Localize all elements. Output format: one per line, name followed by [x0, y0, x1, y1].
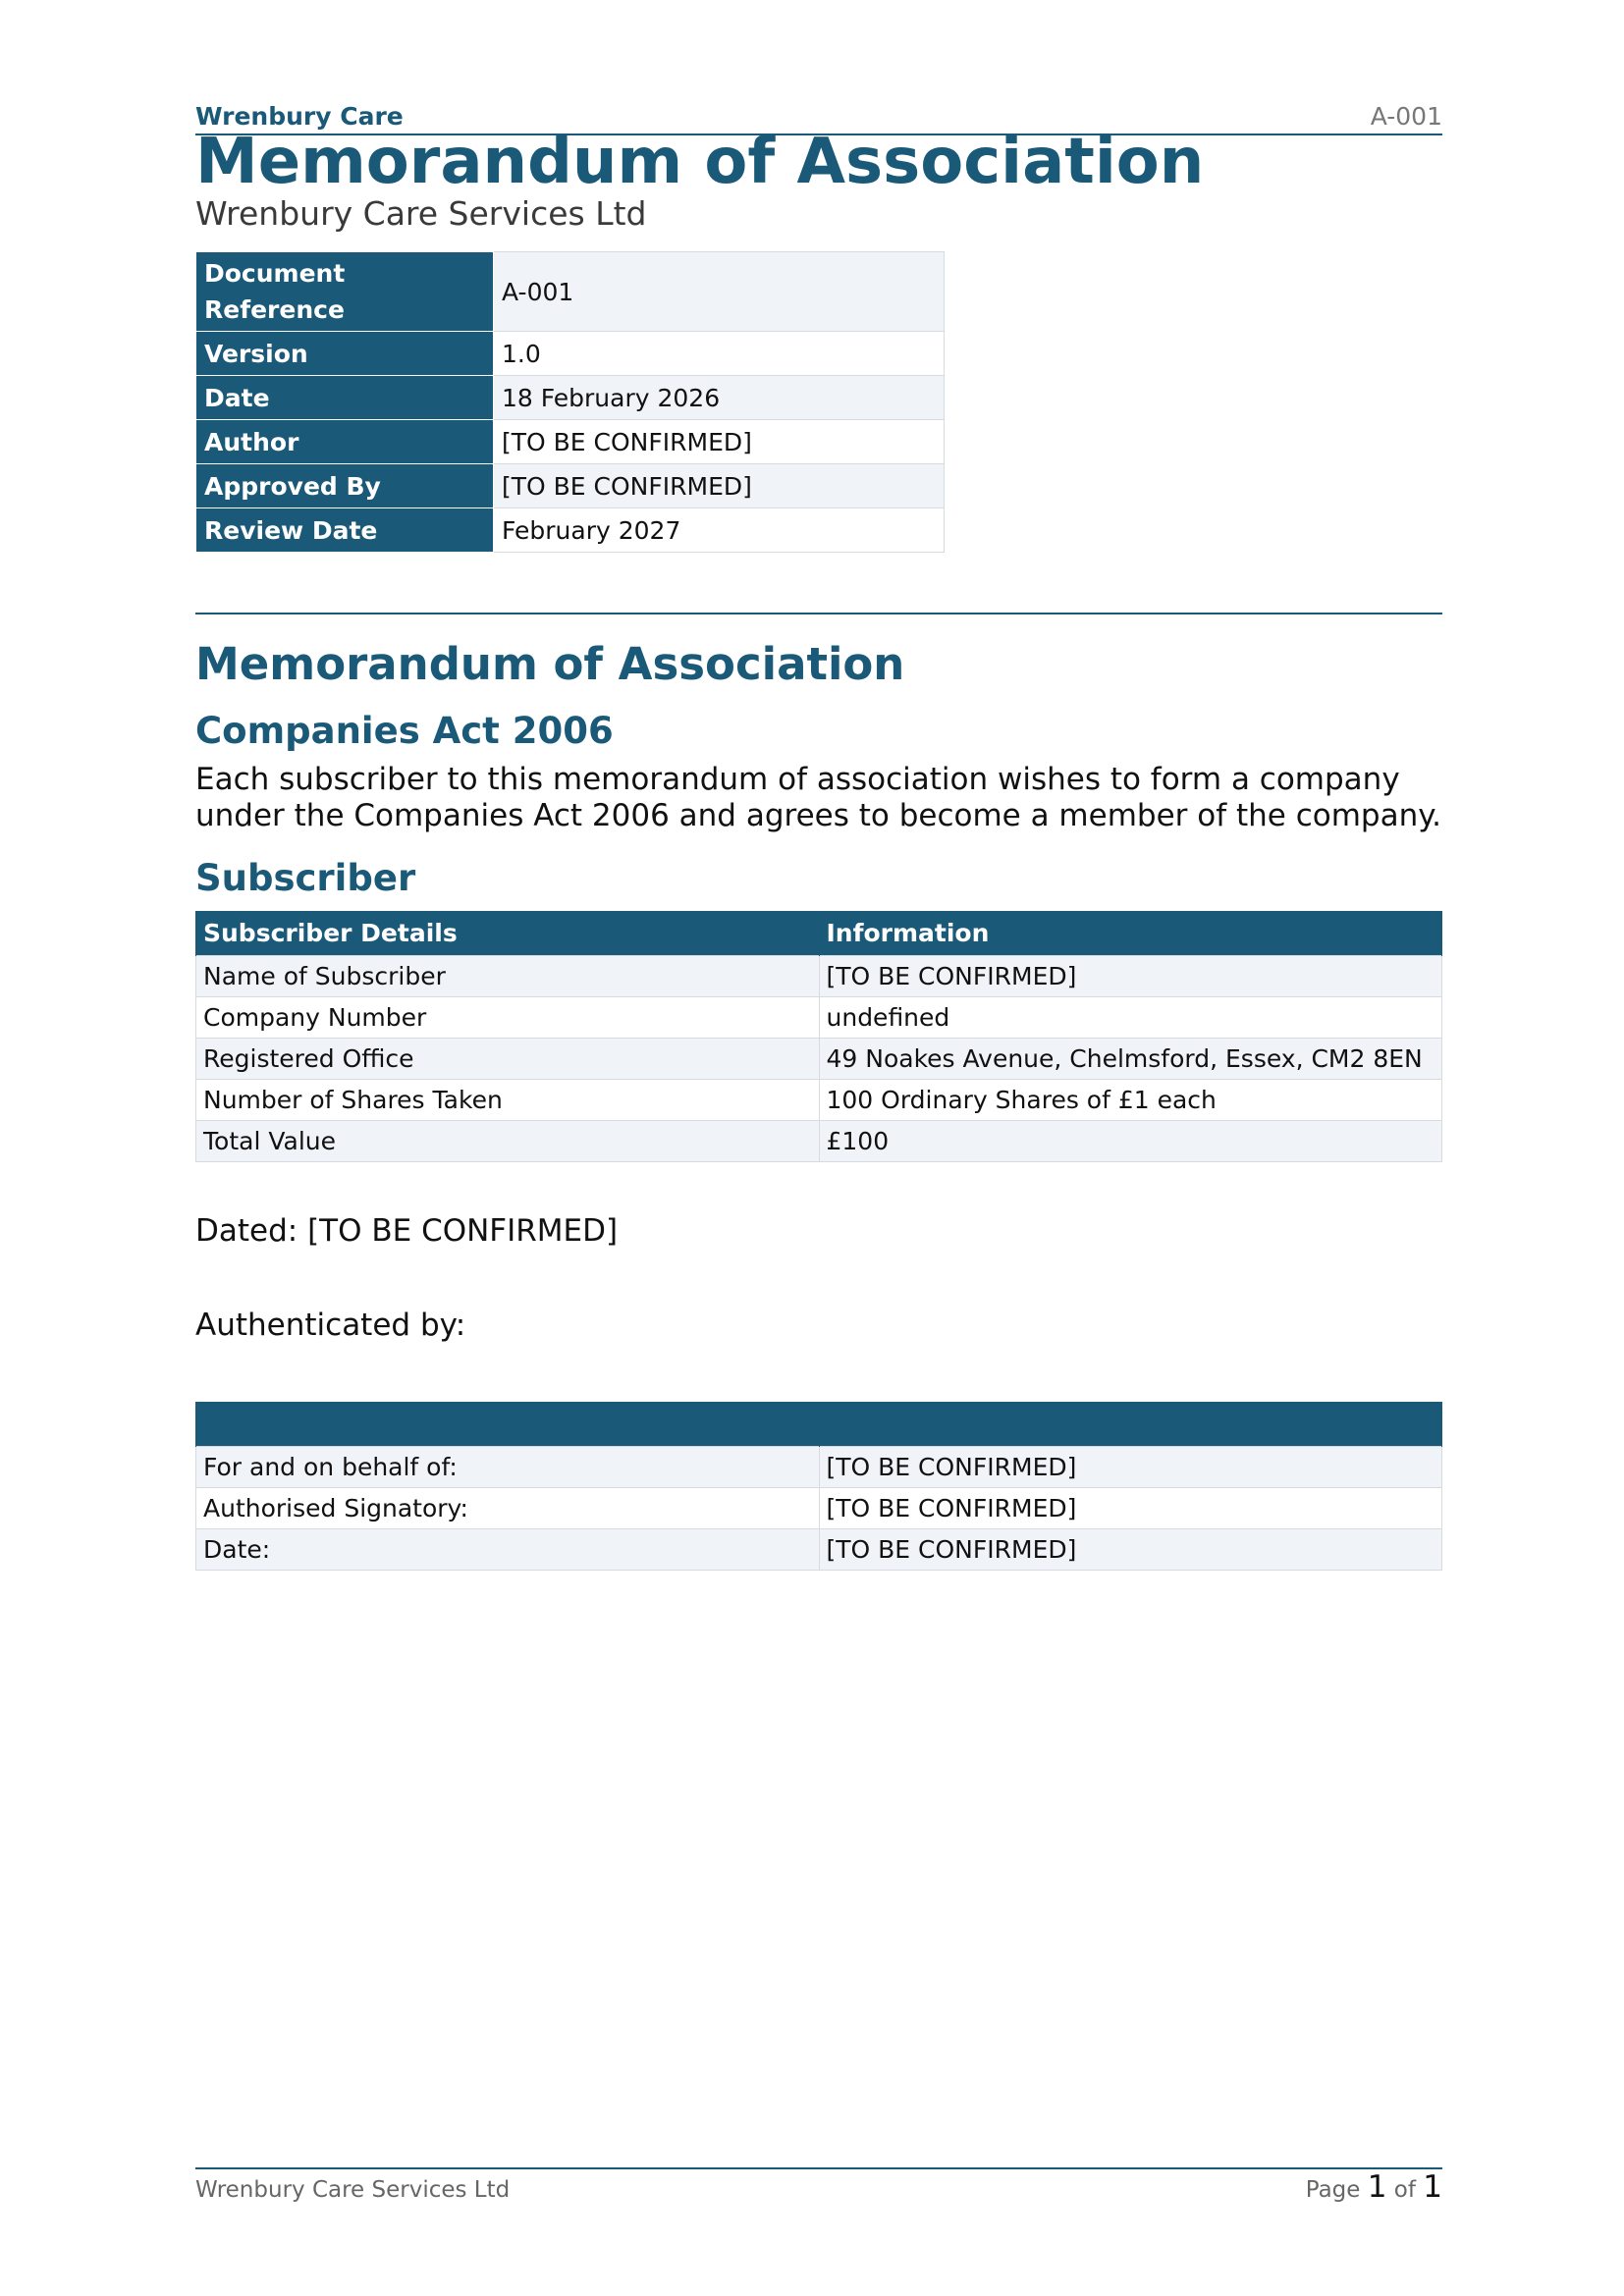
meta-row [196, 252, 945, 332]
table-row [196, 1488, 1442, 1529]
table-cell: [TO BE CONFIRMED] [819, 1529, 1442, 1571]
authenticated-line: Authenticated by: [195, 1308, 466, 1343]
table-cell: Registered Office [196, 1039, 820, 1080]
table-cell: For and on behalf of: [196, 1447, 820, 1488]
section-divider [195, 613, 1442, 614]
document-subtitle: Wrenbury Care Services Ltd [195, 194, 647, 233]
table-header-row [196, 911, 1442, 956]
page-footer [195, 2167, 1442, 2209]
subscriber-heading: Subscriber [195, 857, 416, 899]
meta-label: Date [196, 376, 494, 420]
table-row [196, 997, 1442, 1039]
meta-row [196, 508, 945, 553]
brand-name: Wrenbury Care [195, 102, 404, 131]
table-cell: [TO BE CONFIRMED] [819, 1488, 1442, 1529]
table-cell: Number of Shares Taken [196, 1080, 820, 1121]
intro-paragraph: Each subscriber to this memorandum of association wishes to form a company under the Companies Act 2006 and agrees to become a member of the company. [195, 762, 1442, 833]
meta-value: [TO BE CONFIRMED] [494, 464, 945, 508]
table-cell: 49 Noakes Avenue, Chelmsford, Essex, CM2 8EN [819, 1039, 1442, 1080]
table-header-row [196, 1402, 1442, 1447]
footer-company: Wrenbury Care Services Ltd [195, 2177, 511, 2203]
header-doc-ref: A-001 [1370, 102, 1442, 131]
page-number [1306, 2169, 1442, 2205]
page-word: Page [1305, 2177, 1361, 2203]
table-cell: Name of Subscriber [196, 956, 820, 997]
table-row [196, 1529, 1442, 1571]
meta-row [196, 376, 945, 420]
subscriber-table [195, 911, 1442, 1162]
column-header: Information [819, 911, 1442, 956]
document-title: Memorandum of Association [195, 126, 1205, 198]
dated-line: Dated: [TO BE CONFIRMED] [195, 1213, 619, 1249]
table-cell: Company Number [196, 997, 820, 1039]
act-heading: Companies Act 2006 [195, 710, 614, 752]
meta-label: Review Date [196, 508, 494, 553]
meta-value: A-001 [494, 252, 945, 332]
page-current: 1 [1367, 2169, 1387, 2205]
table-cell: Authorised Signatory: [196, 1488, 820, 1529]
meta-value: [TO BE CONFIRMED] [494, 420, 945, 464]
table-row [196, 956, 1442, 997]
table-cell: Total Value [196, 1121, 820, 1162]
meta-label: Version [196, 332, 494, 376]
meta-row [196, 464, 945, 508]
meta-label: Approved By [196, 464, 494, 508]
meta-label: Document Reference [196, 252, 494, 332]
table-cell: [TO BE CONFIRMED] [819, 1447, 1442, 1488]
meta-row [196, 332, 945, 376]
meta-value: 1.0 [494, 332, 945, 376]
document-metadata-table [195, 251, 945, 553]
table-row [196, 1121, 1442, 1162]
table-row [196, 1447, 1442, 1488]
table-cell: 100 Ordinary Shares of £1 each [819, 1080, 1442, 1121]
table-row [196, 1039, 1442, 1080]
table-cell: Date: [196, 1529, 820, 1571]
table-cell: £100 [819, 1121, 1442, 1162]
meta-label: Author [196, 420, 494, 464]
section-heading: Memorandum of Association [195, 638, 905, 690]
column-header [196, 1402, 820, 1447]
signature-table [195, 1402, 1442, 1571]
meta-row [196, 420, 945, 464]
of-word: of [1393, 2177, 1416, 2203]
meta-value: February 2027 [494, 508, 945, 553]
page-total: 1 [1423, 2169, 1442, 2205]
column-header: Subscriber Details [196, 911, 820, 956]
meta-value: 18 February 2026 [494, 376, 945, 420]
table-row [196, 1080, 1442, 1121]
column-header [819, 1402, 1442, 1447]
table-cell: undefined [819, 997, 1442, 1039]
table-cell: [TO BE CONFIRMED] [819, 956, 1442, 997]
